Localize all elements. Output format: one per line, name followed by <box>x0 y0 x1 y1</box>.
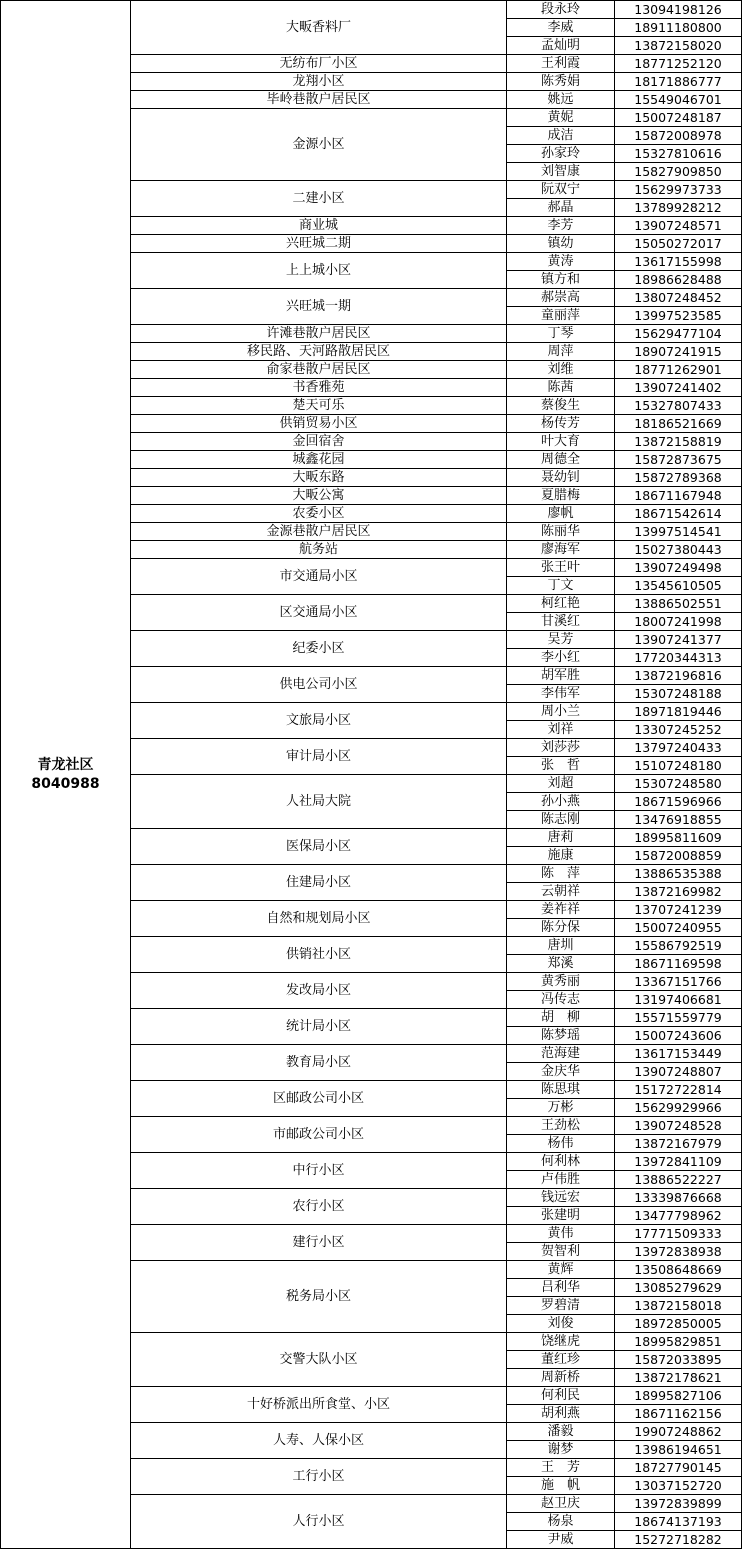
contact-phone: 17720344313 <box>615 649 742 667</box>
contact-phone: 15827909850 <box>615 163 742 181</box>
contact-name: 孙小燕 <box>507 793 615 811</box>
contact-phone: 18771252120 <box>615 55 742 73</box>
contact-phone: 18671162156 <box>615 1405 742 1423</box>
contact-name: 吕利华 <box>507 1279 615 1297</box>
contact-phone: 15872873675 <box>615 451 742 469</box>
contact-phone: 15872789368 <box>615 469 742 487</box>
residential-area-name: 人社局大院 <box>131 775 507 829</box>
contact-name: 阮双宁 <box>507 181 615 199</box>
contact-name: 黄辉 <box>507 1261 615 1279</box>
contact-name: 陈志刚 <box>507 811 615 829</box>
contact-phone: 13886535388 <box>615 865 742 883</box>
contact-name: 潘毅 <box>507 1423 615 1441</box>
residential-area-name: 许滩巷散户居民区 <box>131 325 507 343</box>
contact-phone: 13872178621 <box>615 1369 742 1387</box>
contact-phone: 13617153449 <box>615 1045 742 1063</box>
contact-name: 王劲松 <box>507 1117 615 1135</box>
contact-phone: 18995811609 <box>615 829 742 847</box>
contact-phone: 13094198126 <box>615 1 742 19</box>
contact-phone: 18186521669 <box>615 415 742 433</box>
contact-phone: 13872158020 <box>615 37 742 55</box>
table-row <box>1 1 742 19</box>
residential-area-name: 航务站 <box>131 541 507 559</box>
contact-phone: 13545610505 <box>615 577 742 595</box>
residential-area-name: 十好桥派出所食堂、小区 <box>131 1387 507 1423</box>
contact-name: 成洁 <box>507 127 615 145</box>
contact-name: 李小红 <box>507 649 615 667</box>
contact-phone: 13907248807 <box>615 1063 742 1081</box>
contact-name: 镇方和 <box>507 271 615 289</box>
contact-name: 李伟军 <box>507 685 615 703</box>
contact-name: 刘祥 <box>507 721 615 739</box>
contact-name: 谢梦 <box>507 1441 615 1459</box>
residential-area-name: 移民路、天河路散居民区 <box>131 343 507 361</box>
contact-phone: 13789928212 <box>615 199 742 217</box>
contact-phone: 13907248528 <box>615 1117 742 1135</box>
residential-area-name: 农行小区 <box>131 1189 507 1225</box>
contact-name: 郝晶 <box>507 199 615 217</box>
contact-phone: 18674137193 <box>615 1513 742 1531</box>
residential-area-name: 税务局小区 <box>131 1261 507 1333</box>
community-cell <box>1 1 131 1549</box>
contact-name: 廖帆 <box>507 505 615 523</box>
contact-name: 郝崇高 <box>507 289 615 307</box>
residential-area-name: 文旅局小区 <box>131 703 507 739</box>
residential-area-name: 无纺布厂小区 <box>131 55 507 73</box>
contact-name: 唐莉 <box>507 829 615 847</box>
contact-phone: 13307245252 <box>615 721 742 739</box>
residential-area-name: 大畈香料厂 <box>131 1 507 55</box>
contact-name: 黄伟 <box>507 1225 615 1243</box>
residential-area-name: 兴旺城二期 <box>131 235 507 253</box>
contact-name: 云朝祥 <box>507 883 615 901</box>
contact-phone: 18007241998 <box>615 613 742 631</box>
residential-area-name: 楚天可乐 <box>131 397 507 415</box>
contact-name: 周萍 <box>507 343 615 361</box>
residential-area-name: 大畈公寓 <box>131 487 507 505</box>
contact-name: 刘莎莎 <box>507 739 615 757</box>
residential-area-name: 书香雅苑 <box>131 379 507 397</box>
contact-phone: 15872033895 <box>615 1351 742 1369</box>
contact-phone: 13907248571 <box>615 217 742 235</box>
contact-phone: 15629973733 <box>615 181 742 199</box>
contact-phone: 18911180800 <box>615 19 742 37</box>
residential-area-name: 二建小区 <box>131 181 507 217</box>
contact-phone: 15571559779 <box>615 1009 742 1027</box>
contact-phone: 13872158018 <box>615 1297 742 1315</box>
contact-name: 陈秀娟 <box>507 73 615 91</box>
contact-phone: 13085279629 <box>615 1279 742 1297</box>
residential-area-name: 人寿、人保小区 <box>131 1423 507 1459</box>
residential-area-name: 上上城小区 <box>131 253 507 289</box>
contact-name: 叶大育 <box>507 433 615 451</box>
contact-phone: 15307248580 <box>615 775 742 793</box>
contact-phone: 18995827106 <box>615 1387 742 1405</box>
residential-area-name: 金源巷散户居民区 <box>131 523 507 541</box>
contact-phone: 15307248188 <box>615 685 742 703</box>
contact-name: 聂幼钊 <box>507 469 615 487</box>
residential-area-name: 供电公司小区 <box>131 667 507 703</box>
contact-name: 丁琴 <box>507 325 615 343</box>
contact-name: 贺智利 <box>507 1243 615 1261</box>
contact-name: 刘智康 <box>507 163 615 181</box>
contact-phone: 13872169982 <box>615 883 742 901</box>
contact-name: 钱远宏 <box>507 1189 615 1207</box>
contact-name: 万彬 <box>507 1099 615 1117</box>
contact-phone: 13807248452 <box>615 289 742 307</box>
contact-name: 饶继虎 <box>507 1333 615 1351</box>
contact-phone: 13872196816 <box>615 667 742 685</box>
contact-phone: 18971819446 <box>615 703 742 721</box>
contact-phone: 13872167979 <box>615 1135 742 1153</box>
contact-phone: 13367151766 <box>615 973 742 991</box>
contact-phone: 18995829851 <box>615 1333 742 1351</box>
residential-area-name: 住建局小区 <box>131 865 507 901</box>
contact-name: 周小兰 <box>507 703 615 721</box>
residential-area-name: 城鑫花园 <box>131 451 507 469</box>
contact-phone: 15172722814 <box>615 1081 742 1099</box>
contact-name: 黄妮 <box>507 109 615 127</box>
contact-phone: 15107248180 <box>615 757 742 775</box>
contact-phone: 13972839899 <box>615 1495 742 1513</box>
contact-phone: 15586792519 <box>615 937 742 955</box>
contact-name: 刘俊 <box>507 1315 615 1333</box>
contact-phone: 15007248187 <box>615 109 742 127</box>
contact-name: 蔡俊生 <box>507 397 615 415</box>
contact-phone: 15629929966 <box>615 1099 742 1117</box>
contact-phone: 18671169598 <box>615 955 742 973</box>
contact-name: 冯传志 <box>507 991 615 1009</box>
residential-area-name: 商业城 <box>131 217 507 235</box>
contact-phone: 13339876668 <box>615 1189 742 1207</box>
residential-area-name: 人行小区 <box>131 1495 507 1549</box>
contact-name: 甘溪红 <box>507 613 615 631</box>
contact-phone: 15272718282 <box>615 1531 742 1549</box>
contact-phone: 18727790145 <box>615 1459 742 1477</box>
contact-name: 周新桥 <box>507 1369 615 1387</box>
contact-name: 张建明 <box>507 1207 615 1225</box>
contact-name: 陈梦瑶 <box>507 1027 615 1045</box>
contact-name: 罗碧清 <box>507 1297 615 1315</box>
contact-phone: 13872158819 <box>615 433 742 451</box>
contact-name: 何利民 <box>507 1387 615 1405</box>
contact-name: 何利林 <box>507 1153 615 1171</box>
contact-name: 金庆华 <box>507 1063 615 1081</box>
community-name: 青龙社区 <box>37 756 94 773</box>
contact-phone: 15050272017 <box>615 235 742 253</box>
contact-phone: 18671596966 <box>615 793 742 811</box>
contact-name: 郑溪 <box>507 955 615 973</box>
contact-phone: 18171886777 <box>615 73 742 91</box>
contact-phone: 15549046701 <box>615 91 742 109</box>
residential-area-name: 兴旺城一期 <box>131 289 507 325</box>
contact-name: 赵卫庆 <box>507 1495 615 1513</box>
contact-phone: 15327810616 <box>615 145 742 163</box>
contact-name: 张王叶 <box>507 559 615 577</box>
contact-name: 姚远 <box>507 91 615 109</box>
contact-phone: 13986194651 <box>615 1441 742 1459</box>
contact-phone: 18986628488 <box>615 271 742 289</box>
contact-phone: 17771509333 <box>615 1225 742 1243</box>
contact-name: 陈丽华 <box>507 523 615 541</box>
contact-name: 胡利燕 <box>507 1405 615 1423</box>
contact-name: 吴芳 <box>507 631 615 649</box>
residential-area-name: 发改局小区 <box>131 973 507 1009</box>
contact-phone: 13886522227 <box>615 1171 742 1189</box>
contact-name: 丁文 <box>507 577 615 595</box>
contact-phone: 15872008978 <box>615 127 742 145</box>
contact-name: 刘维 <box>507 361 615 379</box>
community-phone: 8040988 <box>31 775 100 792</box>
residential-area-name: 医保局小区 <box>131 829 507 865</box>
residential-area-name: 区邮政公司小区 <box>131 1081 507 1117</box>
contact-name: 李威 <box>507 19 615 37</box>
contact-phone: 13886502551 <box>615 595 742 613</box>
residential-area-name: 自然和规划局小区 <box>131 901 507 937</box>
residential-area-name: 毕岭巷散户居民区 <box>131 91 507 109</box>
contact-name: 周德全 <box>507 451 615 469</box>
contact-phone: 13617155998 <box>615 253 742 271</box>
contact-phone: 13997523585 <box>615 307 742 325</box>
contact-phone: 13476918855 <box>615 811 742 829</box>
contact-name: 孙家玲 <box>507 145 615 163</box>
contact-phone: 15007243606 <box>615 1027 742 1045</box>
contact-name: 杨泉 <box>507 1513 615 1531</box>
contact-phone: 13907249498 <box>615 559 742 577</box>
contact-phone: 15872008859 <box>615 847 742 865</box>
contact-name: 黄涛 <box>507 253 615 271</box>
contact-phone: 15027380443 <box>615 541 742 559</box>
residential-area-name: 金源小区 <box>131 109 507 181</box>
contact-phone: 13477798962 <box>615 1207 742 1225</box>
residential-area-name: 供销社小区 <box>131 937 507 973</box>
residential-area-name: 俞家巷散户居民区 <box>131 361 507 379</box>
contact-name: 孟灿明 <box>507 37 615 55</box>
contact-phone: 18972850005 <box>615 1315 742 1333</box>
contact-name: 陈 萍 <box>507 865 615 883</box>
contact-phone: 13997514541 <box>615 523 742 541</box>
residential-area-name: 区交通局小区 <box>131 595 507 631</box>
contact-phone: 13197406681 <box>615 991 742 1009</box>
contact-name: 黄秀丽 <box>507 973 615 991</box>
contact-name: 陈茜 <box>507 379 615 397</box>
contact-name: 施康 <box>507 847 615 865</box>
residential-area-name: 大畈东路 <box>131 469 507 487</box>
residential-area-name: 建行小区 <box>131 1225 507 1261</box>
contact-phone: 13508648669 <box>615 1261 742 1279</box>
residential-area-name: 中行小区 <box>131 1153 507 1189</box>
contact-phone: 18671167948 <box>615 487 742 505</box>
contact-phone: 15629477104 <box>615 325 742 343</box>
contact-name: 李芳 <box>507 217 615 235</box>
contact-name: 胡军胜 <box>507 667 615 685</box>
contact-name: 刘超 <box>507 775 615 793</box>
residential-area-name: 审计局小区 <box>131 739 507 775</box>
contact-name: 范海建 <box>507 1045 615 1063</box>
residential-area-name: 纪委小区 <box>131 631 507 667</box>
contact-name: 王 芳 <box>507 1459 615 1477</box>
contact-phone: 13907241377 <box>615 631 742 649</box>
residential-area-name: 金回宿舍 <box>131 433 507 451</box>
contact-phone: 18907241915 <box>615 343 742 361</box>
contact-phone: 13972838938 <box>615 1243 742 1261</box>
contact-phone: 13707241239 <box>615 901 742 919</box>
contact-name: 童丽萍 <box>507 307 615 325</box>
contact-phone: 13037152720 <box>615 1477 742 1495</box>
contact-name: 董红珍 <box>507 1351 615 1369</box>
contact-name: 姜祚祥 <box>507 901 615 919</box>
contact-name: 尹威 <box>507 1531 615 1549</box>
contact-phone: 13907241402 <box>615 379 742 397</box>
residential-area-name: 交警大队小区 <box>131 1333 507 1387</box>
contact-name: 王利霞 <box>507 55 615 73</box>
residential-area-name: 龙翔小区 <box>131 73 507 91</box>
residential-area-name: 市邮政公司小区 <box>131 1117 507 1153</box>
residential-area-name: 工行小区 <box>131 1459 507 1495</box>
residential-area-name: 教育局小区 <box>131 1045 507 1081</box>
contact-name: 胡 柳 <box>507 1009 615 1027</box>
contact-phone: 19907248862 <box>615 1423 742 1441</box>
contact-name: 廖海军 <box>507 541 615 559</box>
contact-name: 柯红艳 <box>507 595 615 613</box>
contact-name: 施 帆 <box>507 1477 615 1495</box>
contact-name: 唐圳 <box>507 937 615 955</box>
contact-phone: 15327807433 <box>615 397 742 415</box>
contact-name: 段永玲 <box>507 1 615 19</box>
contact-name: 镇幼 <box>507 235 615 253</box>
contact-phone: 15007240955 <box>615 919 742 937</box>
residential-area-name: 市交通局小区 <box>131 559 507 595</box>
contact-table-body <box>1 1 742 1549</box>
contact-name: 陈思琪 <box>507 1081 615 1099</box>
contact-phone: 18771262901 <box>615 361 742 379</box>
residential-area-name: 农委小区 <box>131 505 507 523</box>
contact-name: 卢伟胜 <box>507 1171 615 1189</box>
contact-phone: 13797240433 <box>615 739 742 757</box>
contact-name: 陈分保 <box>507 919 615 937</box>
contact-phone: 13972841109 <box>615 1153 742 1171</box>
contact-name: 张 哲 <box>507 757 615 775</box>
residential-area-name: 统计局小区 <box>131 1009 507 1045</box>
contact-name: 杨传芳 <box>507 415 615 433</box>
contact-name: 杨伟 <box>507 1135 615 1153</box>
contact-phone: 18671542614 <box>615 505 742 523</box>
residential-area-name: 供销贸易小区 <box>131 415 507 433</box>
contact-name: 夏腊梅 <box>507 487 615 505</box>
